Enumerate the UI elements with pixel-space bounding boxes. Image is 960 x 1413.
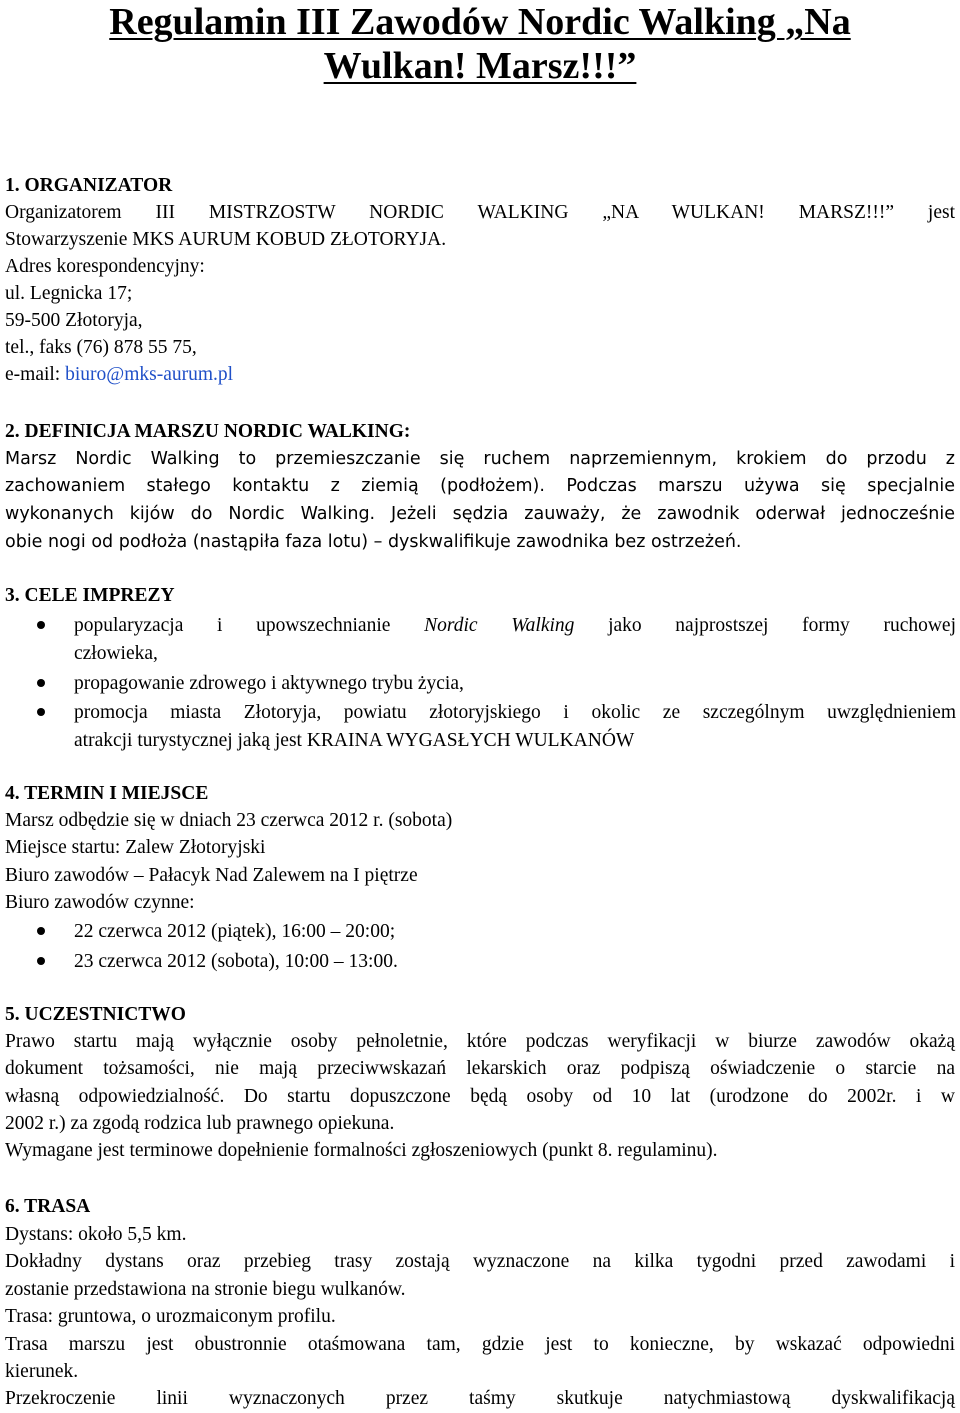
- section-3-bullet-1-line-2: człowieka,: [74, 643, 158, 664]
- section-2-line-1: Marsz Nordic Walking to przemieszczanie się ruchem naprzemiennym, krokiem do przodu z: [5, 449, 955, 469]
- section-6-heading: 6. TRASA: [5, 1196, 91, 1217]
- bullet-1-text-pre: popularyzacja i upowszechnianie: [74, 615, 391, 636]
- section-6-line-2: Dokładny dystans oraz przebieg trasy zostają wyznaczone na kilka tygodni przed zawodami i: [5, 1251, 955, 1272]
- section-1-line-1: Organizatorem III MISTRZOSTW NORDIC WALKING „NA WULKAN! MARSZ!!!” jest: [5, 202, 955, 223]
- bullet-icon: [37, 957, 45, 965]
- section-5-line-3: własną odpowiedzialność. Do startu dopuszczone będą osoby od 10 lat (urodzone do 2002r. i w: [5, 1086, 955, 1107]
- section-6-line-4: Trasa: gruntowa, o urozmaiconym profilu.: [5, 1306, 336, 1327]
- section-1-email-line: [5, 361, 955, 388]
- section-1-line-5: 59-500 Złotoryja,: [5, 310, 143, 331]
- section-6-line-1: Dystans: około 5,5 km.: [5, 1224, 187, 1245]
- bullet-1-text-post: jako najprostszej formy ruchowej: [608, 615, 956, 636]
- section-4-line-1: Marsz odbędzie się w dniach 23 czerwca 2012 r. (sobota): [5, 810, 453, 831]
- bullet-icon: [37, 621, 45, 629]
- section-3-bullet-2: propagowanie zdrowego i aktywnego trybu życia,: [74, 673, 464, 694]
- section-4-line-3: Biuro zawodów – Pałacyk Nad Zalewem na I piętrze: [5, 865, 418, 886]
- section-3-heading: 3. CELE IMPREZY: [5, 585, 175, 606]
- section-3-bullet-1-line-1: [74, 612, 956, 639]
- section-1-line-4: ul. Legnicka 17;: [5, 283, 133, 304]
- bullet-icon: [37, 927, 45, 935]
- section-4-line-4: Biuro zawodów czynne:: [5, 892, 195, 913]
- bullet-icon: [37, 679, 45, 687]
- section-1-line-2: Stowarzyszenie MKS AURUM KOBUD ZŁOTORYJA.: [5, 229, 447, 250]
- email-label: e-mail:: [5, 364, 66, 385]
- document-title-line-1: Regulamin III Zawodów Nordic Walking „Na: [109, 1, 851, 43]
- section-2-line-3: wykonanych kijów do Nordic Walking. Jeżeli sędzia zauważy, że zawodnik oderwał jednocześnie: [5, 504, 955, 524]
- section-6-line-3: zostanie przedstawiona na stronie biegu wulkanów.: [5, 1279, 406, 1300]
- section-2-line-2: zachowaniem stałego kontaktu z ziemią (podłożem). Podczas marszu używa się specjalnie: [5, 476, 955, 496]
- section-4-line-2: Miejsce startu: Zalew Złotoryjski: [5, 837, 266, 858]
- section-1-line-3: Adres korespondencyjny:: [5, 256, 205, 277]
- section-2-line-4: obie nogi od podłoża (nastąpiła faza lotu) – dyskwalifikuje zawodnika bez ostrzeżeń.: [5, 532, 742, 552]
- document-title-line-2: Wulkan! Marsz!!!”: [323, 45, 637, 87]
- section-5-line-2: dokument tożsamości, nie mają przeciwwskazań lekarskich oraz podpiszą oświadczenie o starcie na: [5, 1058, 955, 1079]
- email-link[interactable]: biuro@mks-aurum.pl: [65, 364, 234, 385]
- section-6-line-7: Przekroczenie linii wyznaczonych przez taśmy skutkuje natychmiastową dyskwalifikacją: [5, 1388, 955, 1409]
- section-3-bullet-3-line-2: atrakcji turystycznej jaką jest KRAINA WYGASŁYCH WULKANÓW: [74, 730, 635, 751]
- section-6-line-6: kierunek.: [5, 1361, 79, 1382]
- bullet-1-text-italic: Nordic Walking: [424, 615, 575, 636]
- section-3-bullet-3-line-1: promocja miasta Złotoryja, powiatu złotoryjskiego i okolic ze szczególnym uwzględnieniem: [74, 702, 956, 723]
- section-6-line-5: Trasa marszu jest obustronnie otaśmowana tam, gdzie jest to konieczne, by wskazać odpowiedni: [5, 1334, 955, 1355]
- section-4-bullet-2: 23 czerwca 2012 (sobota), 10:00 – 13:00.: [74, 951, 398, 972]
- bullet-icon: [37, 708, 45, 716]
- section-5-line-4: 2002 r.) za zgodą rodzica lub prawnego opiekuna.: [5, 1113, 395, 1134]
- section-2-heading: 2. DEFINICJA MARSZU NORDIC WALKING:: [5, 421, 411, 442]
- section-4-heading: 4. TERMIN I MIEJSCE: [5, 783, 209, 804]
- section-1-heading: 1. ORGANIZATOR: [5, 175, 173, 196]
- section-5-line-5: Wymagane jest terminowe dopełnienie formalności zgłoszeniowych (punkt 8. regulaminu).: [5, 1140, 718, 1161]
- section-4-bullet-1: 22 czerwca 2012 (piątek), 16:00 – 20:00;: [74, 921, 396, 942]
- section-5-heading: 5. UCZESTNICTWO: [5, 1004, 186, 1025]
- section-5-line-1: Prawo startu mają wyłącznie osoby pełnoletnie, które podczas weryfikacji w biurze zawodów okażą: [5, 1031, 955, 1052]
- section-1-line-6: tel., faks (76) 878 55 75,: [5, 337, 197, 358]
